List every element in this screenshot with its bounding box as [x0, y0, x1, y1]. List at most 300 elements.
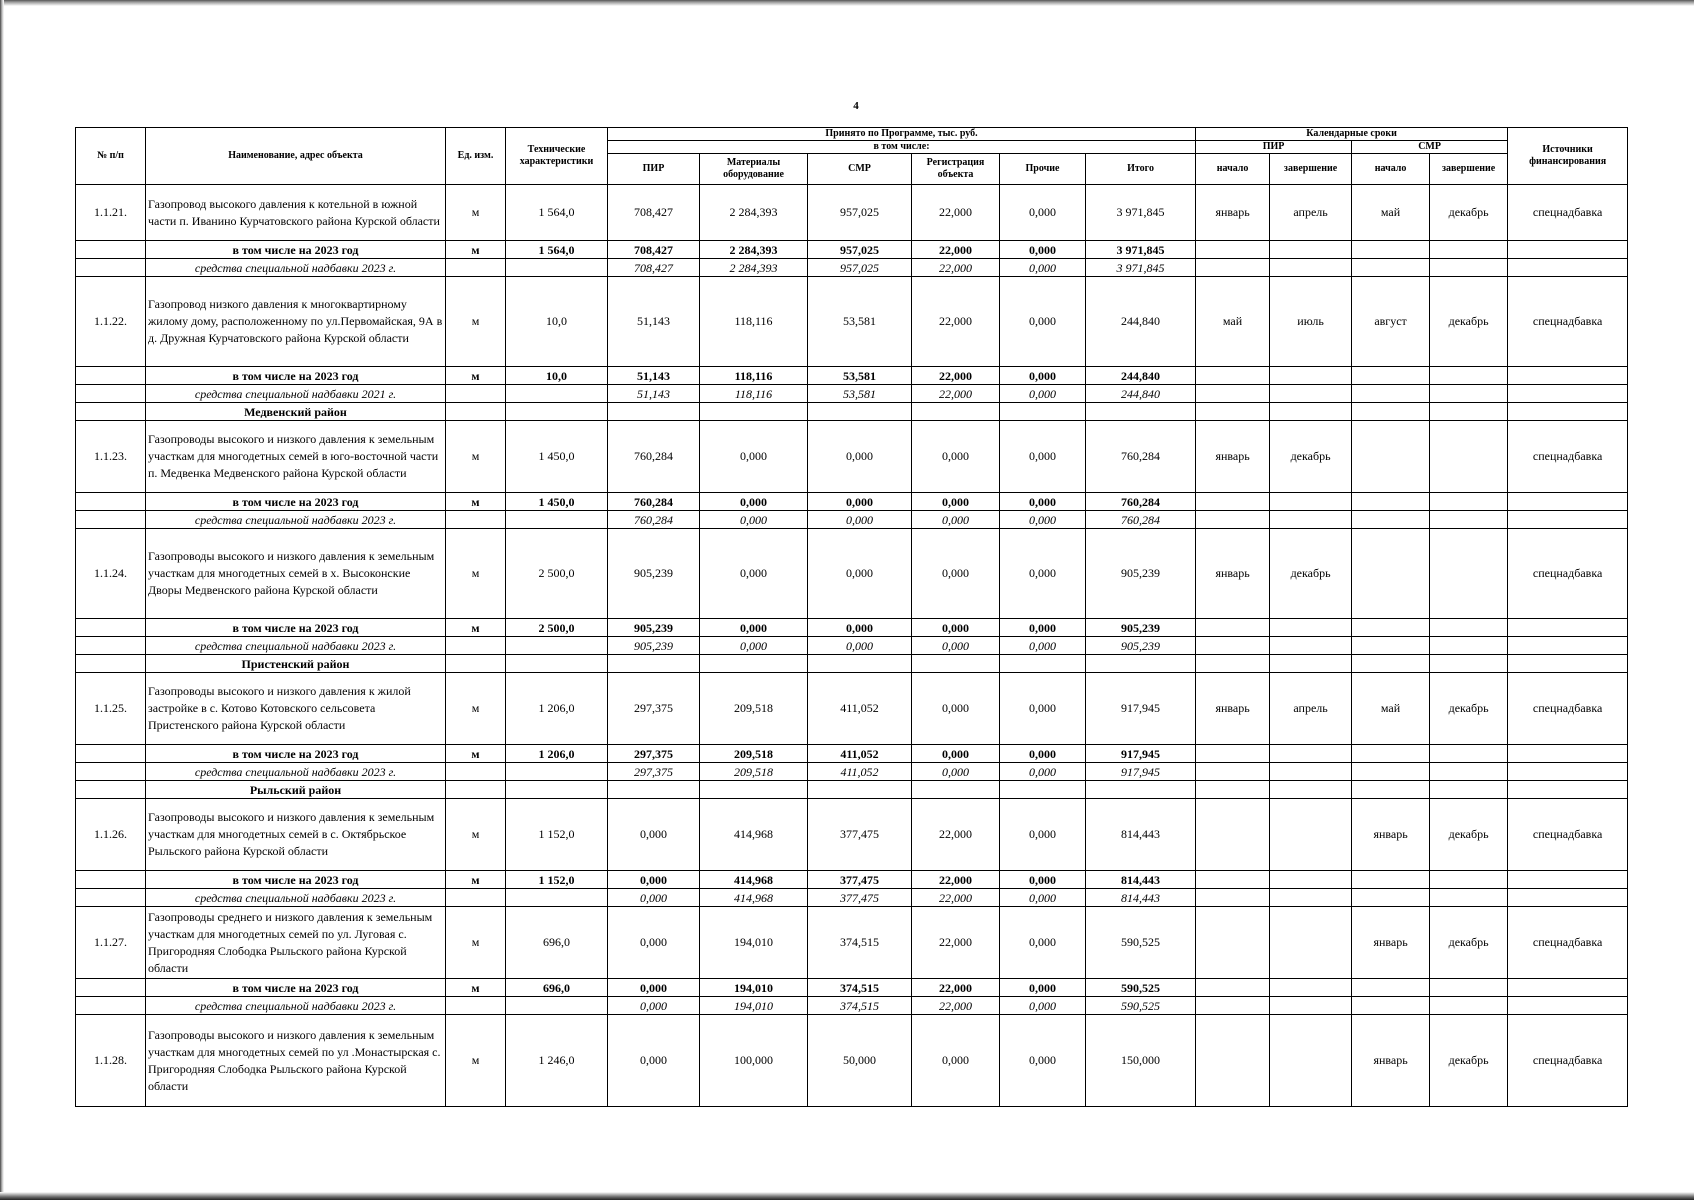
smr-start-cell: май [1352, 185, 1430, 241]
empty-cell [1196, 637, 1270, 655]
empty-cell [1270, 259, 1352, 277]
total-cell: 3 971,845 [1086, 185, 1196, 241]
num-cell [76, 403, 146, 421]
other-cell: 0,000 [1000, 421, 1086, 493]
empty-cell [1000, 781, 1086, 799]
num-cell [76, 637, 146, 655]
materials-cell: 100,000 [700, 1015, 808, 1107]
other-cell: 0,000 [1000, 619, 1086, 637]
empty-cell [1430, 979, 1508, 997]
table-row [76, 277, 1628, 367]
fund-label: средства специальной надбавки 2023 г. [146, 763, 446, 781]
materials-cell: 0,000 [700, 421, 808, 493]
empty-cell [1270, 745, 1352, 763]
empty-cell [1508, 637, 1628, 655]
tech-cell [506, 997, 608, 1015]
empty-cell [1196, 367, 1270, 385]
smr-cell: 0,000 [808, 493, 912, 511]
smr-start-cell: январь [1352, 1015, 1430, 1107]
registration-cell: 22,000 [912, 385, 1000, 403]
empty-cell [1270, 241, 1352, 259]
registration-cell: 22,000 [912, 185, 1000, 241]
pir-start-cell: январь [1196, 673, 1270, 745]
tech-cell: 1 152,0 [506, 799, 608, 871]
scan-edge-top [0, 0, 1694, 6]
empty-cell [1270, 367, 1352, 385]
header-materials: Материалы оборудование [700, 154, 808, 185]
fund-row [76, 763, 1628, 781]
other-cell: 0,000 [1000, 745, 1086, 763]
unit-cell [446, 511, 506, 529]
empty-cell [1352, 367, 1430, 385]
pir-end-cell: декабрь [1270, 529, 1352, 619]
smr-cell: 957,025 [808, 185, 912, 241]
empty-cell [1196, 871, 1270, 889]
empty-cell [1196, 745, 1270, 763]
tech-cell [506, 889, 608, 907]
unit-cell: м [446, 745, 506, 763]
empty-cell [1270, 619, 1352, 637]
district-name: Пристенский район [146, 655, 446, 673]
empty-cell [1000, 403, 1086, 421]
unit-cell: м [446, 673, 506, 745]
unit-cell: м [446, 185, 506, 241]
pir-cell: 708,427 [608, 259, 700, 277]
other-cell: 0,000 [1000, 529, 1086, 619]
empty-cell [1352, 259, 1430, 277]
empty-cell [1352, 781, 1430, 799]
pir-cell: 0,000 [608, 1015, 700, 1107]
unit-cell: м [446, 367, 506, 385]
empty-cell [808, 781, 912, 799]
empty-cell [1508, 745, 1628, 763]
unit-cell [446, 259, 506, 277]
empty-cell [700, 655, 808, 673]
object-name-cell: Газопроводы высокого и низкого давления к земельным участкам для многодетных семей в с. Октябрьское Рыльского района Курской области [146, 799, 446, 871]
other-cell: 0,000 [1000, 673, 1086, 745]
pir-start-cell: январь [1196, 185, 1270, 241]
district-row [76, 655, 1628, 673]
tech-cell: 10,0 [506, 277, 608, 367]
materials-cell: 2 284,393 [700, 185, 808, 241]
table-row [76, 1015, 1628, 1107]
pir-start-cell [1196, 1015, 1270, 1107]
num-cell: 1.1.26. [76, 799, 146, 871]
unit-cell [446, 637, 506, 655]
tech-cell [506, 763, 608, 781]
empty-cell [1508, 655, 1628, 673]
empty-cell [1270, 655, 1352, 673]
other-cell: 0,000 [1000, 889, 1086, 907]
total-cell: 590,525 [1086, 997, 1196, 1015]
num-cell: 1.1.23. [76, 421, 146, 493]
empty-cell [1430, 871, 1508, 889]
tech-cell: 1 450,0 [506, 493, 608, 511]
empty-cell [1196, 781, 1270, 799]
other-cell: 0,000 [1000, 493, 1086, 511]
empty-cell [1352, 979, 1430, 997]
registration-cell: 22,000 [912, 799, 1000, 871]
smr-end-cell: декабрь [1430, 799, 1508, 871]
empty-cell [1508, 997, 1628, 1015]
smr-cell: 377,475 [808, 871, 912, 889]
total-cell: 3 971,845 [1086, 241, 1196, 259]
registration-cell: 22,000 [912, 979, 1000, 997]
num-cell: 1.1.27. [76, 907, 146, 979]
num-cell [76, 511, 146, 529]
source-cell: спецнадбавка [1508, 185, 1628, 241]
table-row [76, 529, 1628, 619]
empty-cell [1086, 655, 1196, 673]
header-pir-end: завершение [1270, 154, 1352, 185]
subtotal-label: в том числе на 2023 год [146, 745, 446, 763]
other-cell: 0,000 [1000, 763, 1086, 781]
table-row [76, 907, 1628, 979]
tech-cell: 1 206,0 [506, 745, 608, 763]
pir-end-cell: декабрь [1270, 421, 1352, 493]
object-name-cell: Газопроводы среднего и низкого давления к земельным участкам для многодетных семей по ул. Луговая с. Пригородняя Слободка Рыльского района Курской области [146, 907, 446, 979]
other-cell: 0,000 [1000, 799, 1086, 871]
empty-cell [1352, 385, 1430, 403]
tech-cell: 696,0 [506, 907, 608, 979]
header-smr: СМР [808, 154, 912, 185]
pir-cell: 905,239 [608, 529, 700, 619]
subtotal-row [76, 367, 1628, 385]
unit-cell [446, 889, 506, 907]
materials-cell: 0,000 [700, 619, 808, 637]
fund-row [76, 997, 1628, 1015]
registration-cell: 0,000 [912, 511, 1000, 529]
object-name-cell: Газопроводы высокого и низкого давления к земельным участкам для многодетных семей в юго-восточной части п. Медвенка Медвенского района Курской области [146, 421, 446, 493]
object-name-cell: Газопровод низкого давления к многоквартирному жилому дому, расположенному по ул.Первомайская, 9А в д. Дружная Курчатовского района Курской области [146, 277, 446, 367]
empty-cell [1270, 511, 1352, 529]
registration-cell: 0,000 [912, 421, 1000, 493]
total-cell: 760,284 [1086, 493, 1196, 511]
empty-cell [446, 403, 506, 421]
smr-start-cell [1352, 421, 1430, 493]
empty-cell [1430, 637, 1508, 655]
district-name: Медвенский район [146, 403, 446, 421]
empty-cell [1270, 403, 1352, 421]
empty-cell [1196, 259, 1270, 277]
empty-cell [1196, 385, 1270, 403]
empty-cell [912, 655, 1000, 673]
other-cell: 0,000 [1000, 277, 1086, 367]
tech-cell: 2 500,0 [506, 619, 608, 637]
empty-cell [1508, 241, 1628, 259]
registration-cell: 22,000 [912, 259, 1000, 277]
empty-cell [1508, 781, 1628, 799]
empty-cell [1196, 241, 1270, 259]
table-row [76, 799, 1628, 871]
source-cell: спецнадбавка [1508, 277, 1628, 367]
empty-cell [1196, 979, 1270, 997]
subtotal-label: в том числе на 2023 год [146, 979, 446, 997]
empty-cell [1430, 511, 1508, 529]
tech-cell [506, 385, 608, 403]
empty-cell [1430, 241, 1508, 259]
smr-cell: 411,052 [808, 673, 912, 745]
registration-cell: 0,000 [912, 1015, 1000, 1107]
unit-cell: м [446, 871, 506, 889]
header-cal-pir: ПИР [1196, 141, 1352, 154]
smr-start-cell: май [1352, 673, 1430, 745]
empty-cell [1352, 655, 1430, 673]
smr-end-cell: декабрь [1430, 1015, 1508, 1107]
tech-cell: 1 152,0 [506, 871, 608, 889]
header-accepted: Принято по Программе, тыс. руб. [608, 128, 1196, 141]
empty-cell [1430, 259, 1508, 277]
fund-label: средства специальной надбавки 2023 г. [146, 637, 446, 655]
empty-cell [1196, 493, 1270, 511]
pir-end-cell: июль [1270, 277, 1352, 367]
header-registration: Регистрация объекта [912, 154, 1000, 185]
empty-cell [808, 655, 912, 673]
smr-cell: 411,052 [808, 763, 912, 781]
header-calendar: Календарные сроки [1196, 128, 1508, 141]
empty-cell [700, 781, 808, 799]
pir-cell: 905,239 [608, 619, 700, 637]
tech-cell: 1 246,0 [506, 1015, 608, 1107]
pir-cell: 0,000 [608, 979, 700, 997]
pir-cell: 905,239 [608, 637, 700, 655]
smr-cell: 374,515 [808, 979, 912, 997]
pir-start-cell [1196, 907, 1270, 979]
smr-cell: 53,581 [808, 277, 912, 367]
empty-cell [1508, 403, 1628, 421]
materials-cell: 118,116 [700, 385, 808, 403]
materials-cell: 209,518 [700, 673, 808, 745]
subtotal-row [76, 979, 1628, 997]
smr-cell: 374,515 [808, 997, 912, 1015]
pir-end-cell: апрель [1270, 673, 1352, 745]
smr-cell: 0,000 [808, 619, 912, 637]
pir-start-cell: май [1196, 277, 1270, 367]
tech-cell [506, 259, 608, 277]
other-cell: 0,000 [1000, 997, 1086, 1015]
smr-end-cell [1430, 421, 1508, 493]
materials-cell: 209,518 [700, 745, 808, 763]
pir-cell: 0,000 [608, 871, 700, 889]
smr-end-cell: декабрь [1430, 907, 1508, 979]
smr-start-cell: январь [1352, 907, 1430, 979]
pir-cell: 297,375 [608, 745, 700, 763]
num-cell [76, 655, 146, 673]
pir-end-cell [1270, 799, 1352, 871]
empty-cell [1352, 997, 1430, 1015]
source-cell: спецнадбавка [1508, 529, 1628, 619]
smr-cell: 374,515 [808, 907, 912, 979]
total-cell: 917,945 [1086, 745, 1196, 763]
pir-cell: 760,284 [608, 421, 700, 493]
empty-cell [1508, 871, 1628, 889]
total-cell: 3 971,845 [1086, 259, 1196, 277]
total-cell: 150,000 [1086, 1015, 1196, 1107]
empty-cell [1352, 745, 1430, 763]
num-cell [76, 367, 146, 385]
tech-cell: 1 450,0 [506, 421, 608, 493]
num-cell [76, 871, 146, 889]
empty-cell [1086, 403, 1196, 421]
smr-start-cell: август [1352, 277, 1430, 367]
empty-cell [1508, 493, 1628, 511]
empty-cell [1430, 763, 1508, 781]
materials-cell: 2 284,393 [700, 241, 808, 259]
pir-cell: 760,284 [608, 511, 700, 529]
other-cell: 0,000 [1000, 871, 1086, 889]
num-cell [76, 619, 146, 637]
source-cell: спецнадбавка [1508, 907, 1628, 979]
fund-label: средства специальной надбавки 2021 г. [146, 385, 446, 403]
smr-cell: 0,000 [808, 529, 912, 619]
total-cell: 814,443 [1086, 871, 1196, 889]
empty-cell [1270, 889, 1352, 907]
empty-cell [1430, 889, 1508, 907]
pir-start-cell: январь [1196, 421, 1270, 493]
num-cell: 1.1.24. [76, 529, 146, 619]
unit-cell: м [446, 799, 506, 871]
empty-cell [1196, 997, 1270, 1015]
tech-cell: 1 206,0 [506, 673, 608, 745]
unit-cell: м [446, 907, 506, 979]
num-cell [76, 889, 146, 907]
subtotal-row [76, 871, 1628, 889]
subtotal-label: в том числе на 2023 год [146, 367, 446, 385]
empty-cell [1430, 403, 1508, 421]
page-number: 4 [853, 100, 859, 112]
smr-cell: 957,025 [808, 241, 912, 259]
num-cell [76, 493, 146, 511]
num-cell [76, 763, 146, 781]
empty-cell [1270, 997, 1352, 1015]
fund-row [76, 637, 1628, 655]
smr-cell: 411,052 [808, 745, 912, 763]
empty-cell [1270, 781, 1352, 799]
other-cell: 0,000 [1000, 259, 1086, 277]
subtotal-row [76, 241, 1628, 259]
materials-cell: 414,968 [700, 871, 808, 889]
materials-cell: 194,010 [700, 907, 808, 979]
subtotal-row [76, 745, 1628, 763]
subtotal-label: в том числе на 2023 год [146, 619, 446, 637]
total-cell: 244,840 [1086, 277, 1196, 367]
pir-cell: 0,000 [608, 907, 700, 979]
materials-cell: 118,116 [700, 367, 808, 385]
num-cell [76, 781, 146, 799]
num-cell [76, 997, 146, 1015]
other-cell: 0,000 [1000, 511, 1086, 529]
pir-cell: 708,427 [608, 241, 700, 259]
other-cell: 0,000 [1000, 637, 1086, 655]
total-cell: 814,443 [1086, 799, 1196, 871]
other-cell: 0,000 [1000, 1015, 1086, 1107]
object-name-cell: Газопровод высокого давления к котельной в южной части п. Иванино Курчатовского района Курской области [146, 185, 446, 241]
table-row [76, 673, 1628, 745]
smr-cell: 957,025 [808, 259, 912, 277]
num-cell [76, 259, 146, 277]
smr-cell: 53,581 [808, 367, 912, 385]
pir-cell: 51,143 [608, 367, 700, 385]
registration-cell: 0,000 [912, 673, 1000, 745]
smr-end-cell: декабрь [1430, 185, 1508, 241]
empty-cell [1430, 781, 1508, 799]
subtotal-label: в том числе на 2023 год [146, 493, 446, 511]
smr-cell: 0,000 [808, 637, 912, 655]
pir-cell: 0,000 [608, 799, 700, 871]
empty-cell [446, 655, 506, 673]
total-cell: 905,239 [1086, 619, 1196, 637]
source-cell: спецнадбавка [1508, 673, 1628, 745]
empty-cell [1352, 241, 1430, 259]
total-cell: 760,284 [1086, 511, 1196, 529]
unit-cell: м [446, 421, 506, 493]
header-tech: Технические характеристики [506, 128, 608, 185]
fund-row [76, 385, 1628, 403]
total-cell: 590,525 [1086, 979, 1196, 997]
num-cell [76, 979, 146, 997]
fund-label: средства специальной надбавки 2023 г. [146, 259, 446, 277]
empty-cell [912, 403, 1000, 421]
empty-cell [1196, 763, 1270, 781]
materials-cell: 194,010 [700, 979, 808, 997]
empty-cell [1508, 763, 1628, 781]
district-row [76, 781, 1628, 799]
other-cell: 0,000 [1000, 367, 1086, 385]
subtotal-label: в том числе на 2023 год [146, 241, 446, 259]
num-cell: 1.1.22. [76, 277, 146, 367]
smr-start-cell: январь [1352, 799, 1430, 871]
registration-cell: 0,000 [912, 637, 1000, 655]
pir-cell: 760,284 [608, 493, 700, 511]
empty-cell [608, 655, 700, 673]
unit-cell: м [446, 241, 506, 259]
empty-cell [1352, 889, 1430, 907]
empty-cell [1430, 619, 1508, 637]
empty-cell [1000, 655, 1086, 673]
header-other: Прочие [1000, 154, 1086, 185]
registration-cell: 0,000 [912, 619, 1000, 637]
registration-cell: 0,000 [912, 745, 1000, 763]
pir-start-cell [1196, 799, 1270, 871]
header-unit: Ед. изм. [446, 128, 506, 185]
empty-cell [808, 403, 912, 421]
subtotal-row [76, 619, 1628, 637]
materials-cell: 414,968 [700, 799, 808, 871]
header-including: в том числе: [608, 141, 1196, 154]
table-row [76, 421, 1628, 493]
empty-cell [1508, 511, 1628, 529]
num-cell: 1.1.21. [76, 185, 146, 241]
pir-cell: 51,143 [608, 277, 700, 367]
total-cell: 244,840 [1086, 367, 1196, 385]
fund-label: средства специальной надбавки 2023 г. [146, 889, 446, 907]
total-cell: 244,840 [1086, 385, 1196, 403]
tech-cell: 10,0 [506, 367, 608, 385]
header-pir: ПИР [608, 154, 700, 185]
smr-end-cell: декабрь [1430, 673, 1508, 745]
unit-cell: м [446, 529, 506, 619]
total-cell: 590,525 [1086, 907, 1196, 979]
registration-cell: 22,000 [912, 889, 1000, 907]
empty-cell [1270, 493, 1352, 511]
tech-cell: 1 564,0 [506, 185, 608, 241]
district-row [76, 403, 1628, 421]
materials-cell: 0,000 [700, 529, 808, 619]
empty-cell [446, 781, 506, 799]
materials-cell: 2 284,393 [700, 259, 808, 277]
total-cell: 905,239 [1086, 529, 1196, 619]
fund-row [76, 889, 1628, 907]
